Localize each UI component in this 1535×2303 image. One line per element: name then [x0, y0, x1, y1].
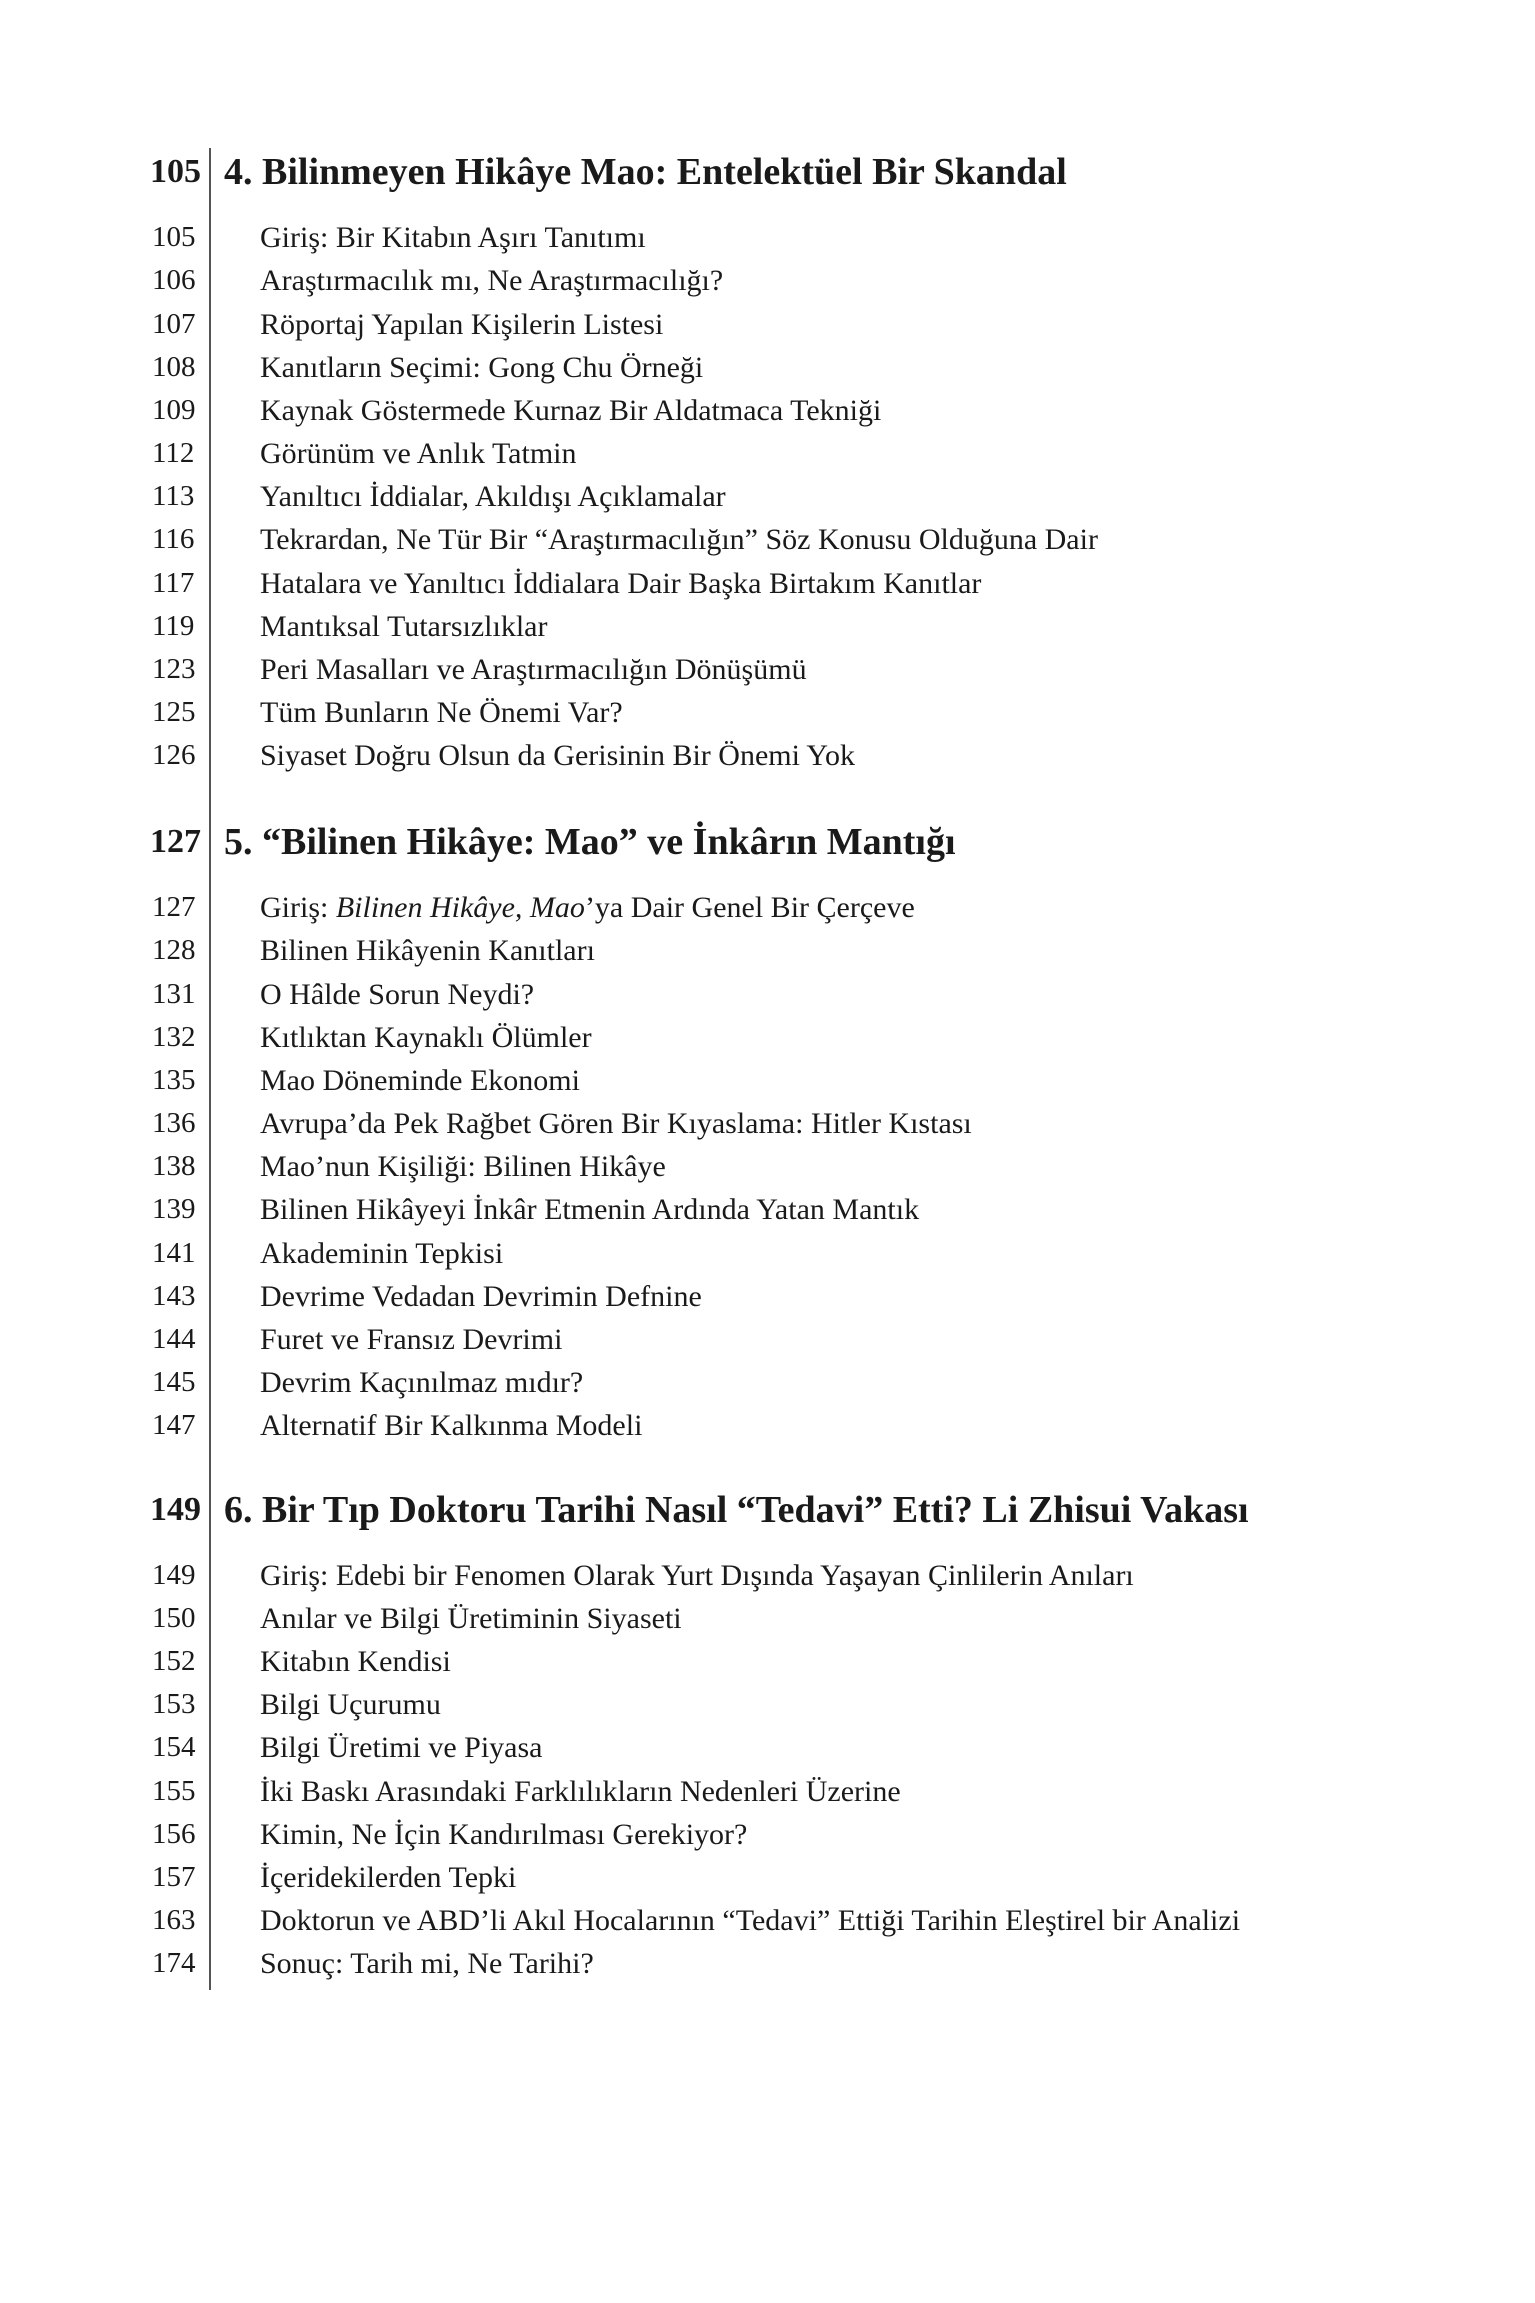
- toc-entry: [0, 1942, 1535, 1985]
- entry-title: O Hâlde Sorun Neydi?: [260, 978, 535, 1011]
- toc-entry: [0, 475, 1535, 518]
- entry-page-number: 152: [152, 1645, 196, 1677]
- entry-page-number: 139: [152, 1193, 196, 1225]
- toc-entry: [0, 605, 1535, 648]
- toc-entry: [0, 303, 1535, 346]
- toc-entry: [0, 259, 1535, 302]
- entry-page-number: 153: [152, 1688, 196, 1720]
- entry-page-number: 107: [152, 308, 196, 340]
- entry-page-number: 138: [152, 1150, 196, 1182]
- entry-title: Kitabın Kendisi: [260, 1645, 451, 1678]
- entry-page-number: 154: [152, 1731, 196, 1763]
- toc-entry: [0, 929, 1535, 972]
- toc-entry: [0, 973, 1535, 1016]
- chapter-title: 6. Bir Tıp Doktoru Tarihi Nasıl “Tedavi” Etti? Li Zhisui Vakası: [224, 1489, 1249, 1531]
- entry-title: Bilinen Hikâyeyi İnkâr Etmenin Ardında Yatan Mantık: [260, 1193, 920, 1226]
- chapter-heading: [0, 146, 1535, 198]
- toc-entry: [0, 1016, 1535, 1059]
- entry-title: Alternatif Bir Kalkınma Modeli: [260, 1409, 643, 1442]
- entry-title: Mao’nun Kişiliği: Bilinen Hikâye: [260, 1150, 666, 1183]
- entry-title: Kanıtların Seçimi: Gong Chu Örneği: [260, 351, 704, 384]
- entry-page-number: 144: [152, 1323, 196, 1355]
- entry-page-number: 132: [152, 1021, 196, 1053]
- toc-entry: [0, 734, 1535, 777]
- entry-page-number: 156: [152, 1818, 196, 1850]
- toc-entry: [0, 1102, 1535, 1145]
- entry-title: Peri Masalları ve Araştırmacılığın Dönüşümü: [260, 653, 807, 686]
- entry-title: Akademinin Tepkisi: [260, 1237, 504, 1270]
- entry-title: Devrim Kaçınılmaz mıdır?: [260, 1366, 584, 1399]
- toc-entry: [0, 1361, 1535, 1404]
- entry-title: Furet ve Fransız Devrimi: [260, 1323, 563, 1356]
- entry-title: Sonuç: Tarih mi, Ne Tarihi?: [260, 1947, 594, 1980]
- entry-page-number: 117: [152, 567, 195, 599]
- toc-entry: [0, 562, 1535, 605]
- chapter-page-number: 105: [150, 153, 201, 190]
- entry-title: Siyaset Doğru Olsun da Gerisinin Bir Önemi Yok: [260, 739, 855, 772]
- chapter-heading: [0, 1484, 1535, 1536]
- entry-title: İçeridekilerden Tepki: [260, 1861, 517, 1894]
- entry-page-number: 125: [152, 696, 196, 728]
- entry-title-italic: Bilinen Hikâye, Mao: [335, 891, 585, 924]
- toc-entry: [0, 1318, 1535, 1361]
- entry-title: Bilinen Hikâyenin Kanıtları: [260, 934, 595, 967]
- entry-page-number: 113: [152, 480, 195, 512]
- toc-entry: [0, 1813, 1535, 1856]
- toc-entry: [0, 1726, 1535, 1769]
- entry-page-number: 119: [152, 610, 195, 642]
- entry-title: Mao Döneminde Ekonomi: [260, 1064, 580, 1097]
- toc-entry: [0, 1145, 1535, 1188]
- chapter-page-number: 149: [150, 1491, 201, 1528]
- toc-entry: [0, 1275, 1535, 1318]
- entry-title: [260, 886, 915, 929]
- toc-entry: [0, 648, 1535, 691]
- toc-entry: [0, 1554, 1535, 1597]
- entry-title: Avrupa’da Pek Rağbet Gören Bir Kıyaslama: Hitler Kıstası: [260, 1107, 972, 1140]
- entry-page-number: 131: [152, 978, 196, 1010]
- entry-title: Kimin, Ne İçin Kandırılması Gerekiyor?: [260, 1818, 748, 1851]
- entry-title: Giriş: Bir Kitabın Aşırı Tanıtımı: [260, 221, 646, 254]
- entry-page-number: 150: [152, 1602, 196, 1634]
- toc-entry: [0, 216, 1535, 259]
- toc-entry: [0, 1640, 1535, 1683]
- toc-entry: [0, 389, 1535, 432]
- entry-page-number: 145: [152, 1366, 196, 1398]
- entry-page-number: 116: [152, 523, 195, 555]
- toc-entry: [0, 518, 1535, 561]
- entry-title: Görünüm ve Anlık Tatmin: [260, 437, 577, 470]
- entry-page-number: 108: [152, 351, 196, 383]
- chapter-page-number: 127: [150, 823, 201, 860]
- toc-entry: [0, 1899, 1535, 1942]
- entry-title: Hatalara ve Yanıltıcı İddialara Dair Başka Birtakım Kanıtlar: [260, 567, 982, 600]
- toc-entry: [0, 1188, 1535, 1231]
- entry-page-number: 128: [152, 934, 196, 966]
- entry-title: Kıtlıktan Kaynaklı Ölümler: [260, 1021, 592, 1054]
- chapter-heading: [0, 816, 1535, 868]
- toc-entry: [0, 886, 1535, 929]
- toc-entry: [0, 1856, 1535, 1899]
- entry-page-number: 149: [152, 1559, 196, 1591]
- entry-title: Yanıltıcı İddialar, Akıldışı Açıklamalar: [260, 480, 726, 513]
- entry-page-number: 126: [152, 739, 196, 771]
- entry-page-number: 141: [152, 1237, 196, 1269]
- entry-title: Tüm Bunların Ne Önemi Var?: [260, 696, 623, 729]
- entry-page-number: 127: [152, 891, 196, 923]
- entry-page-number: 112: [152, 437, 195, 469]
- chapter-title: 4. Bilinmeyen Hikâye Mao: Entelektüel Bir Skandal: [224, 151, 1067, 193]
- toc-entry: [0, 1404, 1535, 1447]
- entry-title: Bilgi Uçurumu: [260, 1688, 441, 1721]
- entry-title: Araştırmacılık mı, Ne Araştırmacılığı?: [260, 264, 724, 297]
- entry-page-number: 109: [152, 394, 196, 426]
- toc-entry: [0, 1683, 1535, 1726]
- toc-entry: [0, 432, 1535, 475]
- entry-page-number: 155: [152, 1775, 196, 1807]
- entry-title-suffix: ’ya Dair Genel Bir Çerçeve: [584, 891, 915, 924]
- toc-entry: [0, 1059, 1535, 1102]
- entry-title: Giriş: Edebi bir Fenomen Olarak Yurt Dışında Yaşayan Çinlilerin Anıları: [260, 1559, 1134, 1592]
- entry-title: Kaynak Göstermede Kurnaz Bir Aldatmaca Tekniği: [260, 394, 882, 427]
- entry-page-number: 157: [152, 1861, 196, 1893]
- entry-page-number: 105: [152, 221, 196, 253]
- toc-entry: [0, 346, 1535, 389]
- entry-page-number: 106: [152, 264, 196, 296]
- entry-page-number: 174: [152, 1947, 196, 1979]
- chapter-title: 5. “Bilinen Hikâye: Mao” ve İnkârın Mantığı: [224, 821, 956, 863]
- entry-title: Devrime Vedadan Devrimin Defnine: [260, 1280, 702, 1313]
- toc-entry: [0, 1597, 1535, 1640]
- toc-entry: [0, 691, 1535, 734]
- entry-title: Mantıksal Tutarsızlıklar: [260, 610, 548, 643]
- entry-page-number: 163: [152, 1904, 196, 1936]
- entry-page-number: 123: [152, 653, 196, 685]
- entry-title-prefix: Giriş:: [260, 891, 336, 924]
- entry-title: İki Baskı Arasındaki Farklılıkların Nedenleri Üzerine: [260, 1775, 901, 1808]
- entry-title: Anılar ve Bilgi Üretiminin Siyaseti: [260, 1602, 682, 1635]
- entry-title: Doktorun ve ABD’li Akıl Hocalarının “Tedavi” Ettiği Tarihin Eleştirel bir Analizi: [260, 1904, 1241, 1937]
- entry-page-number: 147: [152, 1409, 196, 1441]
- toc-entry: [0, 1770, 1535, 1813]
- entry-page-number: 135: [152, 1064, 196, 1096]
- entry-page-number: 143: [152, 1280, 196, 1312]
- entry-title: Bilgi Üretimi ve Piyasa: [260, 1731, 543, 1764]
- toc-entry: [0, 1232, 1535, 1275]
- entry-title: Tekrardan, Ne Tür Bir “Araştırmacılığın” Söz Konusu Olduğuna Dair: [260, 523, 1098, 556]
- entry-page-number: 136: [152, 1107, 196, 1139]
- entry-title: Röportaj Yapılan Kişilerin Listesi: [260, 308, 664, 341]
